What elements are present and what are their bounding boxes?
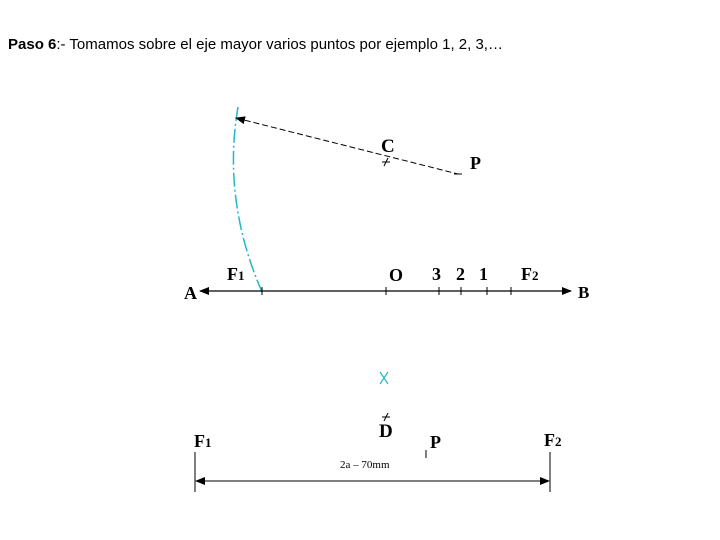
label-d: D <box>379 421 393 442</box>
label-b: B <box>578 283 590 302</box>
point-d-mark <box>382 413 390 421</box>
label-a: A <box>184 283 197 303</box>
label-f2-top-letter: F <box>521 264 532 284</box>
label-f1-top <box>227 264 245 284</box>
intersection-cross <box>380 372 388 384</box>
label-f1-top-letter: F <box>227 264 238 284</box>
label-f2-bottom <box>544 430 562 450</box>
label-p-bottom: P <box>430 432 441 452</box>
label-f2-top <box>521 264 539 284</box>
label-f2-bottom-sub: 2 <box>555 434 562 449</box>
label-f2-bottom-letter: F <box>544 430 555 450</box>
label-point-3: 3 <box>432 264 441 284</box>
label-o: O <box>389 265 404 285</box>
label-c: C <box>381 136 395 157</box>
label-f2-top-sub: 2 <box>532 268 539 283</box>
dimension-label: 2a – 70mm <box>340 459 390 471</box>
label-f1-bottom-sub: 1 <box>205 435 212 450</box>
label-point-1: 1 <box>479 264 488 284</box>
point-c-mark <box>382 158 390 166</box>
label-p-top: P <box>470 153 481 173</box>
label-point-2: 2 <box>456 264 465 284</box>
step-title: Paso 6 <box>8 36 57 53</box>
radius-line <box>236 118 458 174</box>
label-f1-top-sub: 1 <box>238 268 245 283</box>
step-description: :- Tomamos sobre el eje mayor varios puntos por ejemplo 1, 2, 3,… <box>56 36 503 53</box>
label-f1-bottom <box>194 431 212 451</box>
label-f1-bottom-letter: F <box>194 431 205 451</box>
